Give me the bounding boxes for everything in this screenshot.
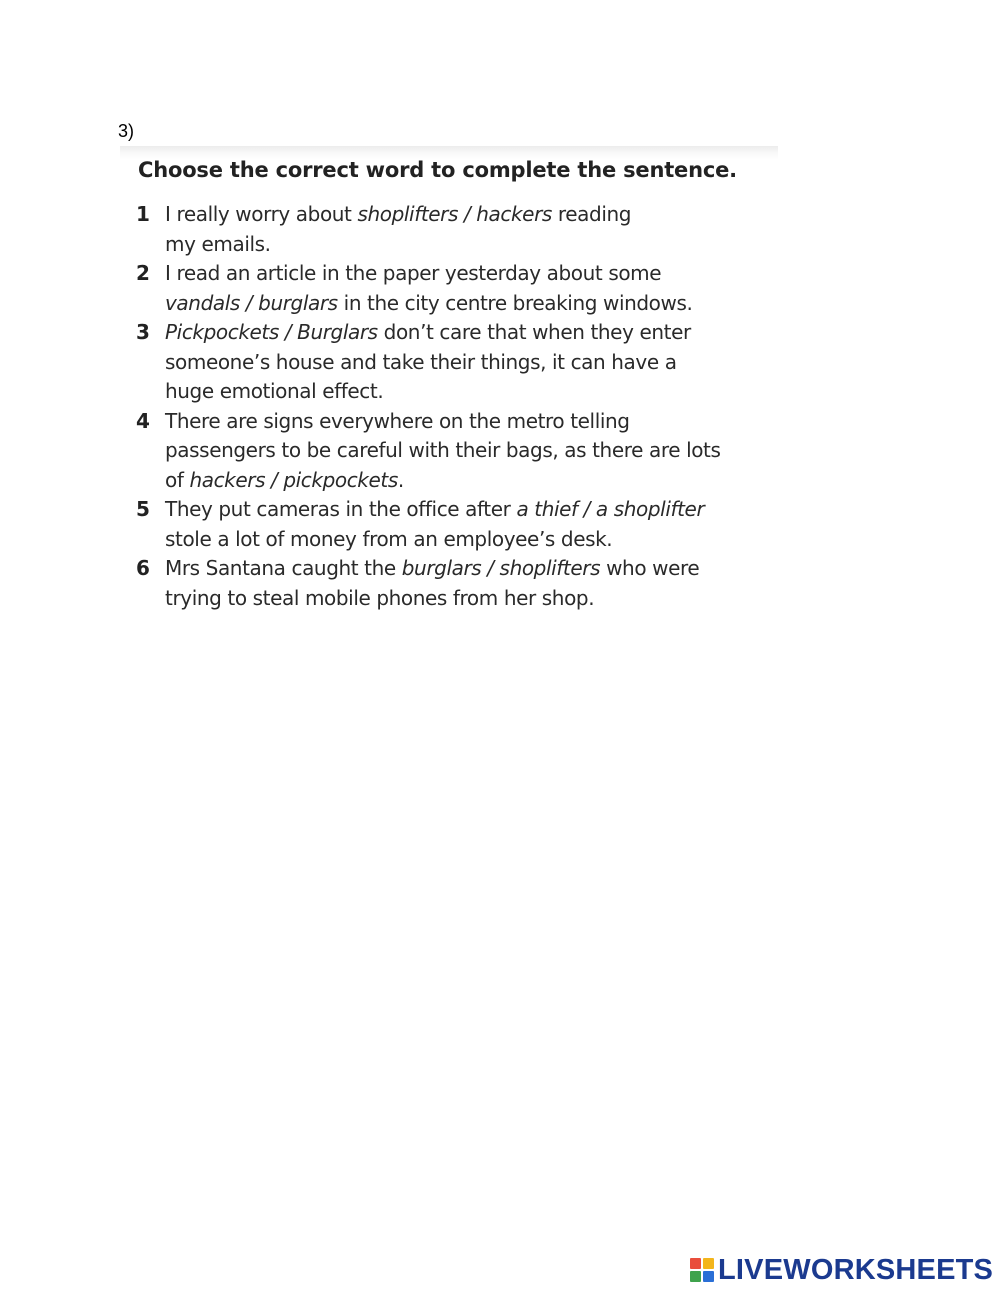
item-number: 6 bbox=[136, 556, 150, 580]
sentence-text: They put cameras in the office after bbox=[165, 497, 517, 521]
sentence-text: someone’s house and take their things, it can have a bbox=[165, 349, 677, 374]
item-line bbox=[165, 289, 776, 319]
sentence-text: I really worry about bbox=[165, 202, 358, 226]
item-text bbox=[165, 495, 776, 554]
item-text bbox=[165, 318, 776, 407]
item-line bbox=[165, 584, 776, 614]
answer-options[interactable]: hackers / pickpockets bbox=[189, 467, 398, 492]
logo-mark-square bbox=[690, 1258, 701, 1269]
sentence-text: of bbox=[165, 467, 190, 492]
sentence-text: Mrs Santana caught the bbox=[165, 556, 402, 580]
sentence-text: my emails. bbox=[165, 231, 271, 256]
item-text bbox=[165, 407, 776, 496]
sentence-text: don’t care that when they enter bbox=[377, 320, 691, 344]
exercise-item bbox=[136, 407, 776, 496]
page-number: 3) bbox=[118, 121, 135, 141]
item-line bbox=[165, 259, 776, 289]
logo-mark-square bbox=[703, 1271, 714, 1282]
item-line bbox=[165, 407, 776, 437]
item-line bbox=[165, 495, 776, 525]
exercise-image bbox=[120, 146, 778, 626]
item-line bbox=[165, 554, 776, 584]
item-number: 4 bbox=[136, 408, 150, 433]
answer-options[interactable]: burglars / shoplifters bbox=[401, 556, 601, 580]
exercise-items bbox=[136, 200, 776, 613]
exercise-item bbox=[136, 318, 776, 407]
item-line bbox=[165, 436, 776, 466]
answer-options[interactable]: a thief / a shoplifter bbox=[516, 497, 705, 521]
logo-mark-square bbox=[690, 1271, 701, 1282]
sentence-text: stole a lot of money from an employee’s desk. bbox=[165, 526, 613, 551]
answer-options[interactable]: shoplifters / hackers bbox=[357, 202, 552, 226]
item-number: 3 bbox=[136, 320, 150, 344]
item-number: 5 bbox=[136, 497, 150, 521]
sentence-text: trying to steal mobile phones from her shop. bbox=[165, 585, 595, 610]
item-line bbox=[165, 348, 776, 378]
exercise-item bbox=[136, 200, 776, 259]
logo-mark-icon bbox=[690, 1258, 714, 1282]
exercise-item bbox=[136, 259, 776, 318]
sentence-text: who were bbox=[600, 556, 700, 580]
exercise-instruction: Choose the correct word to complete the sentence. bbox=[138, 158, 737, 182]
sentence-text: huge emotional effect. bbox=[165, 379, 384, 403]
logo-text: LIVEWORKSHEETS bbox=[718, 1253, 994, 1286]
exercise-item bbox=[136, 554, 776, 613]
item-number: 2 bbox=[136, 261, 150, 285]
sentence-text: in the city centre breaking windows. bbox=[337, 290, 693, 315]
exercise-item bbox=[136, 495, 776, 554]
answer-options[interactable]: vandals / burglars bbox=[165, 290, 338, 315]
logo-mark-square bbox=[703, 1258, 714, 1269]
sentence-text: There are signs everywhere on the metro telling bbox=[165, 408, 630, 433]
item-line bbox=[165, 200, 776, 230]
sentence-text: passengers to be careful with their bags, as there are lots bbox=[165, 438, 721, 462]
sentence-text: . bbox=[397, 467, 404, 492]
item-line bbox=[165, 377, 776, 407]
item-line bbox=[165, 230, 776, 260]
item-text bbox=[165, 554, 776, 613]
item-text bbox=[165, 200, 776, 259]
item-number: 1 bbox=[136, 202, 150, 226]
answer-options[interactable]: Pickpockets / Burglars bbox=[165, 320, 378, 344]
liveworksheets-logo bbox=[690, 1253, 993, 1287]
sentence-text: reading bbox=[551, 202, 632, 226]
item-line bbox=[165, 525, 776, 555]
item-text bbox=[165, 259, 776, 318]
item-line bbox=[165, 318, 776, 348]
item-line bbox=[165, 466, 776, 496]
sentence-text: I read an article in the paper yesterday about some bbox=[165, 261, 662, 285]
